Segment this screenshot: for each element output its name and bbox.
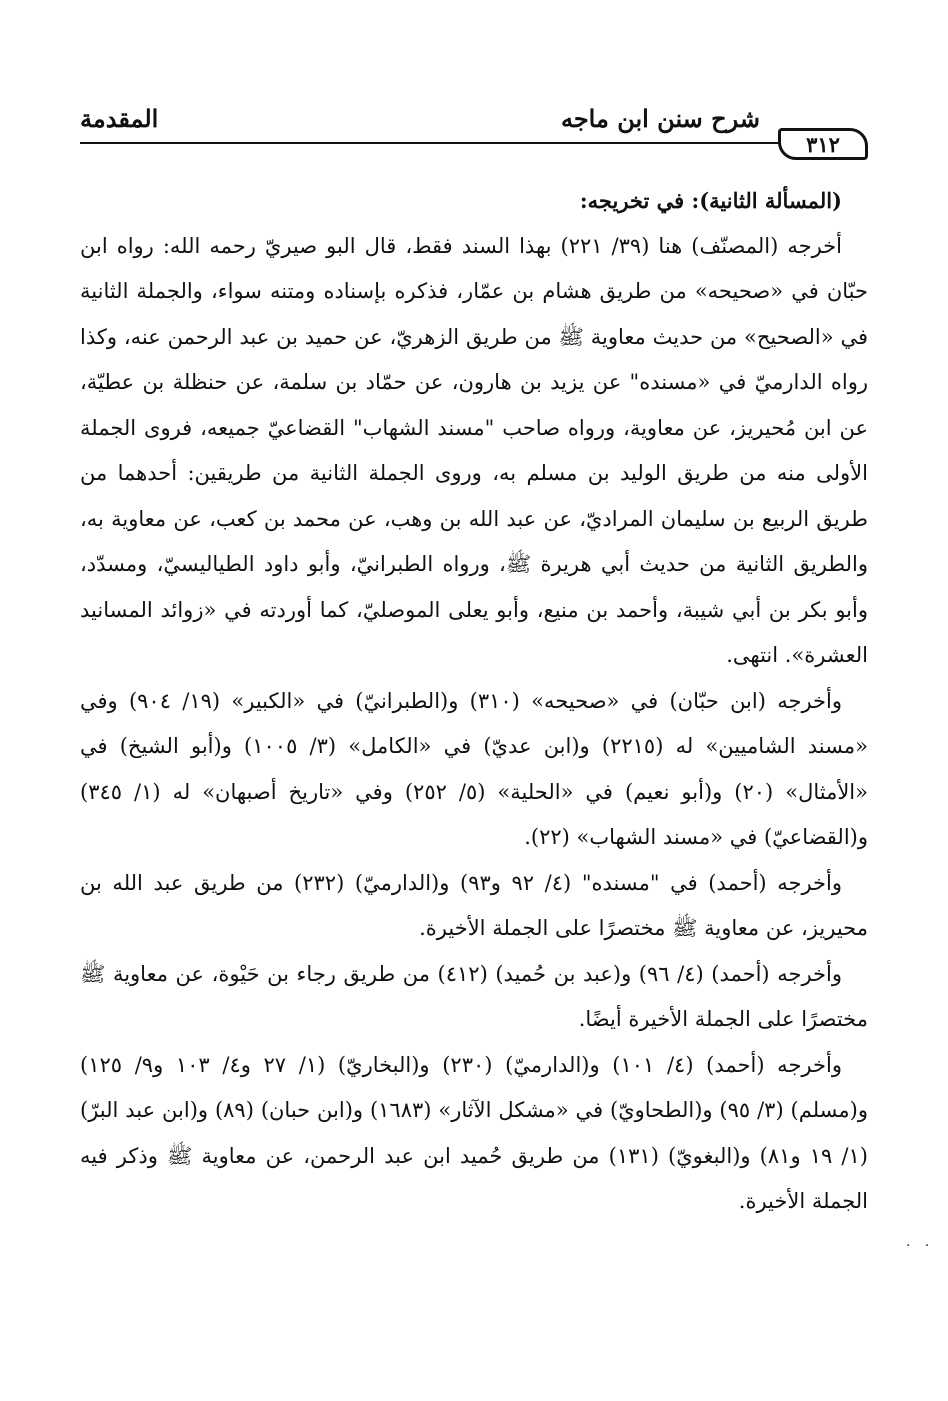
paragraph-3: وأخرجه (أحمد) في "مسنده" (٤/ ٩٢ و٩٣) و(الدارميّ) (٢٣٢) من طريق عبد الله بن محيريز، عن معاوية ﷺ مختصرًا على الجملة الأخيرة. (80, 870, 868, 940)
paragraph-5: وأخرجه (أحمد) (٤/ ١٠١) و(الدارميّ) (٢٣٠) و(البخاريّ) (١/ ٢٧ و٤/ ١٠٣ و٩/ ١٢٥) و(مسلم) (٣/ ٩٥) و(الطحاويّ) في «مشكل الآثار» (١٦٨٣) و(ابن حبان) (٨٩) و(ابن عبد البرّ) (١/ ١٩ و٨١) و(البغويّ) (١٣١) من طريق حُميد ابن عبد الرحمن، عن معاوية ﷺ وذكر فيه الجملة الأخيرة. (80, 1052, 868, 1213)
body-text (80, 178, 868, 1225)
margin-dots: · · (906, 1238, 935, 1254)
subsection-heading: (المسألة الثانية): في تخريجه: (579, 188, 842, 213)
header-rule (80, 142, 780, 144)
page-number-box (778, 128, 868, 160)
page-header (80, 100, 868, 158)
section-title: المقدمة (80, 104, 159, 133)
page-number: ٣١٢ (806, 131, 840, 157)
book-title: شرح سنن ابن ماجه (560, 104, 760, 133)
paragraph-4: وأخرجه (أحمد) (٤/ ٩٦) و(عبد بن حُميد) (٤١٢) من طريق رجاء بن حَيْوة، عن معاوية ﷺ مختصرًا على الجملة الأخيرة أيضًا. (80, 961, 868, 1031)
paragraph-1: أخرجه (المصنّف) هنا (٣٩/ ٢٢١) بهذا السند فقط، قال البو صيريّ رحمه الله: رواه ابن حبّان في «صحيحه» من طريق هشام بن عمّار، فذكره بإسناده ومتنه سواء، والجملة الثانية في «الصحيح» من حديث معاوية ﷺ من طريق الزهريّ، عن حميد بن عبد الرحمن عنه، وكذا رواه الدارميّ في «مسنده" عن يزيد بن هارون، عن حمّاد بن سلمة، عن حنظلة بن عطيّة، عن ابن مُحيريز، عن معاوية، ورواه صاحب "مسند الشهاب" القضاعيّ جميعه، فروى الجملة الأولى منه من طريق الوليد بن مسلم به، وروى الجملة الثانية من طريقين: أحدهما من طريق الربيع بن سليمان المراديّ، عن عبد الله بن وهب، عن محمد بن كعب، عن معاوية به، والطريق الثانية من حديث أبي هريرة ﷺ، ورواه الطبرانيّ، وأبو داود الطياليسيّ، ومسدّد، وأبو بكر بن أبي شيبة، وأحمد بن منيع، وأبو يعلى الموصليّ، كما أوردته في «زوائد المسانيد العشرة». انتهى. (80, 233, 868, 667)
paragraph-2: وأخرجه (ابن حبّان) في «صحيحه» (٣١٠) و(الطبرانيّ) في «الكبير» (١٩/ ٩٠٤) وفي «مسند الشاميين» له (٢٢١٥) و(ابن عديّ) في «الكامل» (٣/ ١٠٠٥) و(أبو الشيخ) في «الأمثال» (٢٠) و(أبو نعيم) في «الحلية» (٥/ ٢٥٢) وفي «تاريخ أصبهان» له (١/ ٣٤٥) و(القضاعيّ) في «مسند الشهاب» (٢٢). (80, 688, 868, 849)
